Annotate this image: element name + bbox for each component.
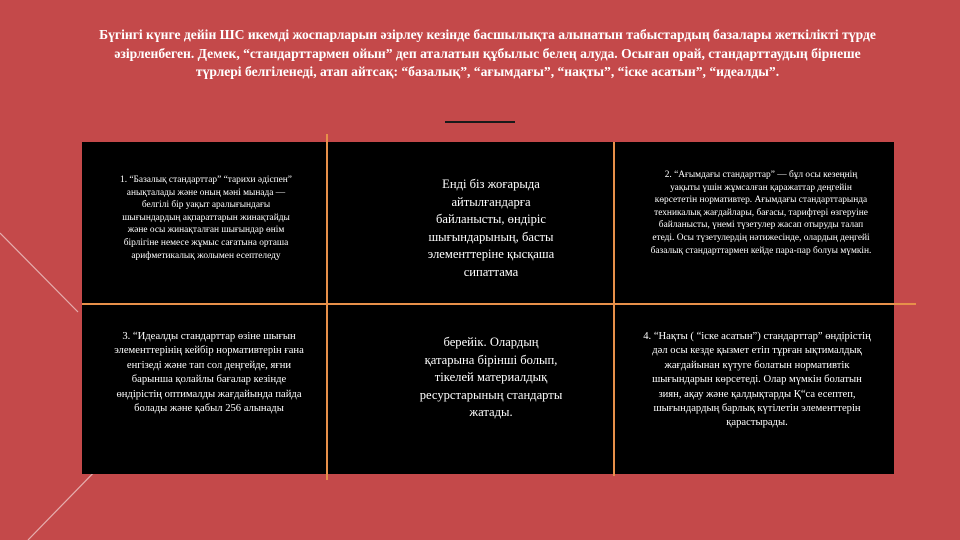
cell-basic-standards: 1. “Базалық стандарттар” “тарихи әдіспен” анықталады және оның мәні мынада — белгілі бір уақыт аралығындағы шығындардың ақпараттарын жинақтайды және осы жинақталған шығындар өнім бірлігіне немесе жұмыс сағатына орташа арифметикалық жолымен есептеледу	[120, 175, 292, 261]
cell-current-standards: 2. “Ағымдағы стандарттар” — бұл осы кезеңнің уақыты үшін жұмсалған қаражаттар деңгейін көрсететін нормативтер. Ағымдағы стандарттарында техникалық жағдайлары, бағасы, тарифтері өзгеруіне байланысты, үнемі түзетулер жасап отыруды талап етеді. Осы түзетулердің нәтижесінде, олардың деңгейі базалық стандарттармен кейде пара-пар болуы мүмкін.	[650, 170, 872, 256]
divider-horizontal	[82, 303, 916, 305]
title-underline	[445, 121, 515, 123]
cell-continuation-text: берейік. Олардың қатарына бірінші болып, тікелей материалдық ресурстарының стандарты жатады.	[419, 335, 563, 420]
slide-title: Бүгінгі күнге дейін ШС икемді жоспарларын әзірлеу кезінде басшылықта алынатын табыстардың базалары жеткілікті түрде әзірленбеген. Демек, “стандарттармен ойын” деп аталатын құбылыс белең алуда. Осыған орай, стандарттаудың бірнеше түрлері белгіленеді, атап айтсақ: “базалық”, “ағымдағы”, “нақты”, “іске асатын”, “идеалды”.	[99, 27, 876, 79]
cell-intro-text: Енді біз жоғарыда айтылғандарға байланысты, өндіріс шығындарының, басты элементтеріне қысқаша сипаттама	[427, 177, 555, 279]
cell-real-standards: 4. “Нақты ( “іске асатын”) стандарттар” өндірістің дәл осы кезде қызмет етіп тұрған ықтималдық жағдайынан күтуге болатын нормативтік шығындарын көрсетеді. Олар мүмкін болатын зиян, ақау және қалдықтарды Қ“са есептеп, шығындардың барлық күтілетін элементтерін қарастырады.	[643, 331, 871, 429]
content-grid	[82, 142, 894, 474]
divider-vertical-right	[613, 142, 615, 476]
divider-vertical-left	[326, 134, 328, 480]
cell-ideal-standards: 3. “Идеалды стандарттар өзіне шығын элементтерінің кейбір нормативтерін ғана енгізеді және тап сол деңгейде, яғни барынша қолайлы бағалар кезінде өндірістің оптималды жағдайында пайда болады және қабыл 256 алынады	[114, 331, 304, 415]
